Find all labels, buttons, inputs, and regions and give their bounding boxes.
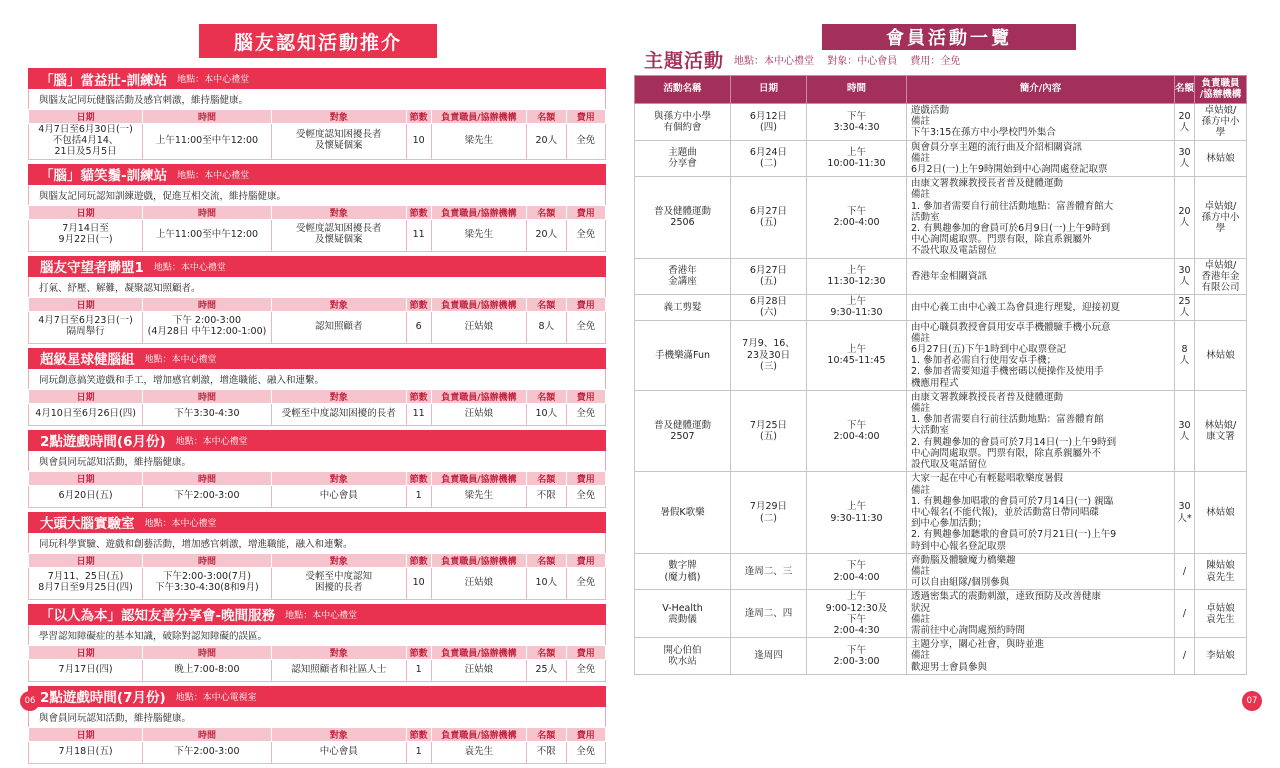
activity-location: 地點：本中心禮堂 bbox=[177, 75, 250, 85]
theme-table-wrap bbox=[634, 75, 1242, 675]
cell-name: 義工剪髮 bbox=[635, 295, 731, 320]
cell-time: 上午 9:00-12:30及 下午 2:00-4:30 bbox=[807, 590, 907, 638]
cell-date: 7月25日 (五) bbox=[731, 390, 807, 471]
cell-date: 6月27日 (五) bbox=[731, 258, 807, 295]
section-title: 主題活動 bbox=[644, 49, 725, 72]
activity-header bbox=[28, 164, 606, 185]
cell-name: 普及健體運動 2507 bbox=[635, 390, 731, 471]
table-row bbox=[635, 140, 1247, 177]
cell-staff: 汪姑娘 bbox=[431, 311, 526, 343]
cell-staff: 梁先生 bbox=[431, 485, 526, 507]
column-header: 節數 bbox=[406, 205, 431, 219]
activity-block bbox=[28, 68, 606, 160]
activity-table bbox=[28, 727, 606, 764]
cell-staff: 李姑娘 bbox=[1195, 638, 1247, 675]
cell-date: 逢周四 bbox=[731, 638, 807, 675]
activity-name: 超級星球健腦組 bbox=[40, 352, 135, 369]
cell-staff: 袁先生 bbox=[431, 741, 526, 763]
column-header: 負責職員/協辦機構 bbox=[431, 297, 526, 311]
column-header: 費用 bbox=[566, 205, 605, 219]
cell-date: 6月27日 (五) bbox=[731, 177, 807, 258]
table-row bbox=[635, 390, 1247, 471]
table-row bbox=[635, 104, 1247, 141]
cell-staff: 陳姑娘 袁先生 bbox=[1195, 553, 1247, 590]
section-info bbox=[734, 52, 970, 67]
activity-header bbox=[28, 68, 606, 89]
cell-time: 晚上7:00-8:00 bbox=[143, 659, 272, 681]
cell-staff: 卓姑娘 袁先生 bbox=[1195, 590, 1247, 638]
left-page-title: 腦友認知活動推介 bbox=[199, 24, 437, 58]
table-row bbox=[635, 590, 1247, 638]
column-header: 對象 bbox=[271, 297, 406, 311]
activity-header bbox=[28, 512, 606, 533]
cell-quota: 10人 bbox=[527, 403, 566, 425]
cell-quota: 30 人 bbox=[1175, 258, 1195, 295]
cell-date: 4月7日至6月23日(一) 隔周舉行 bbox=[29, 311, 143, 343]
activity-header bbox=[28, 430, 606, 451]
activity-header bbox=[28, 686, 606, 707]
cell-quota: 25 人 bbox=[1175, 295, 1195, 320]
cell-target: 受輕至中度認知困擾的長者 bbox=[271, 403, 406, 425]
cell-name: V-Health 震動儀 bbox=[635, 590, 731, 638]
cell-time: 下午 2:00-3:00 bbox=[807, 638, 907, 675]
column-header: 節數 bbox=[406, 471, 431, 485]
column-header: 時間 bbox=[143, 471, 272, 485]
activity-description: 同玩科學實驗、遊戲和創藝活動，增加感官刺激，增進職能，融入和連繫。 bbox=[28, 533, 606, 553]
cell-detail: 與會員分享主題的流行曲及介紹相關資訊 備註 6月2日(一)上午9時開始到中心詢問處登記取票 bbox=[907, 140, 1175, 177]
activity-description: 學習認知障礙症的基本知識，破除對認知障礙的誤區。 bbox=[28, 625, 606, 645]
table-row bbox=[29, 659, 606, 681]
cell-date: 4月10日至6月26日(四) bbox=[29, 403, 143, 425]
page-number-right: 07 bbox=[1242, 691, 1262, 711]
column-header: 節數 bbox=[406, 110, 431, 124]
activity-table bbox=[28, 109, 606, 160]
column-header: 負責職員/協辦機構 bbox=[431, 110, 526, 124]
column-header: 日期 bbox=[29, 110, 143, 124]
activity-location: 地點：本中心禮堂 bbox=[144, 354, 217, 365]
activity-name: 「腦」貓笑鬚-訓練站 bbox=[40, 168, 168, 185]
cell-name: 開心伯伯 吹水站 bbox=[635, 638, 731, 675]
cell-staff: 林姑娘 bbox=[1195, 472, 1247, 553]
table-row bbox=[29, 219, 606, 251]
column-header: 日期 bbox=[29, 727, 143, 741]
table-row bbox=[29, 311, 606, 343]
cell-time: 下午 2:00-4:00 bbox=[807, 177, 907, 258]
cell-detail: 透過密集式的震動刺激，達致預防及改善健康 狀況 備註 需前往中心詢問處預約時間 bbox=[907, 590, 1175, 638]
cell-name: 與孫方中小學 有個約會 bbox=[635, 104, 731, 141]
activity-header bbox=[28, 256, 606, 277]
column-header: 名額 bbox=[527, 205, 566, 219]
cell-staff bbox=[1195, 295, 1247, 320]
activity-table bbox=[28, 645, 606, 682]
cell-date: 6月28日 (六) bbox=[731, 295, 807, 320]
page-number-left: 06 bbox=[20, 691, 40, 711]
cell-name: 香港年 金講座 bbox=[635, 258, 731, 295]
column-header: 時間 bbox=[143, 727, 272, 741]
column-header: 時間 bbox=[143, 205, 272, 219]
left-page bbox=[0, 0, 640, 757]
cell-quota: 20 人 bbox=[1175, 104, 1195, 141]
cell-quota: 10人 bbox=[527, 567, 566, 599]
activity-description: 與會員同玩認知活動，維持腦健康。 bbox=[28, 451, 606, 471]
cell-date: 7月14日至 9月22日(一) bbox=[29, 219, 143, 251]
column-header: 節數 bbox=[406, 389, 431, 403]
table-row bbox=[635, 638, 1247, 675]
cell-name: 主題曲 分享會 bbox=[635, 140, 731, 177]
cell-staff: 汪姑娘 bbox=[431, 659, 526, 681]
column-header: 時間 bbox=[143, 553, 272, 567]
table-header-row bbox=[635, 76, 1247, 104]
column-header: 日期 bbox=[29, 645, 143, 659]
cell-fee: 全免 bbox=[566, 659, 605, 681]
column-header: 日期 bbox=[29, 297, 143, 311]
activity-block bbox=[28, 430, 606, 508]
column-header: 時間 bbox=[143, 110, 272, 124]
cell-time: 下午2:00-3:00 bbox=[143, 485, 272, 507]
cell-date: 7月9、16、 23及30日 (三) bbox=[731, 320, 807, 390]
right-page bbox=[640, 0, 1280, 720]
column-header: 對象 bbox=[271, 205, 406, 219]
column-header: 日期 bbox=[29, 471, 143, 485]
info-target: 對象：中心會員 bbox=[827, 55, 898, 67]
cell-name: 手機樂滿Fun bbox=[635, 320, 731, 390]
cell-time: 下午2:00-3:00(7月) 下午3:30-4:30(8和9月) bbox=[143, 567, 272, 599]
table-row bbox=[635, 472, 1247, 553]
cell-sessions: 10 bbox=[406, 124, 431, 160]
activity-block bbox=[28, 686, 606, 764]
activity-location: 地點：本中心禮堂 bbox=[153, 262, 226, 273]
activity-list bbox=[28, 68, 606, 768]
table-row bbox=[29, 485, 606, 507]
activity-block bbox=[28, 348, 606, 426]
cell-quota: / bbox=[1175, 590, 1195, 638]
table-header-row bbox=[29, 110, 606, 124]
table-row bbox=[29, 741, 606, 763]
activity-table bbox=[28, 205, 606, 252]
column-header: 名額 bbox=[527, 389, 566, 403]
cell-name: 暑假K歌樂 bbox=[635, 472, 731, 553]
cell-staff: 汪姑娘 bbox=[431, 403, 526, 425]
activity-header bbox=[28, 348, 606, 369]
column-header: 名額 bbox=[1175, 76, 1195, 104]
cell-detail: 齊動腦及體驗魔力橋樂趣 備註 可以自由組隊/個別參與 bbox=[907, 553, 1175, 590]
cell-staff: 卓姑娘/ 香港年金 有限公司 bbox=[1195, 258, 1247, 295]
cell-time: 上午 10:00-11:30 bbox=[807, 140, 907, 177]
column-header: 日期 bbox=[29, 389, 143, 403]
cell-sessions: 1 bbox=[406, 659, 431, 681]
activity-description: 同玩創意搞笑遊戲和手工，增加感官刺激，增進職能、融入和連繫。 bbox=[28, 369, 606, 389]
cell-quota: 20人 bbox=[527, 124, 566, 160]
activity-location: 地點：本中心電視室 bbox=[175, 692, 257, 703]
column-header: 名額 bbox=[527, 645, 566, 659]
column-header: 負責職員/協辦機構 bbox=[431, 389, 526, 403]
cell-quota: 25人 bbox=[527, 659, 566, 681]
theme-header bbox=[644, 48, 970, 70]
column-header: 費用 bbox=[566, 645, 605, 659]
activity-name: 2點遊戲時間(6月份) bbox=[40, 434, 166, 451]
cell-date: 7月29日 (二) bbox=[731, 472, 807, 553]
column-header: 負責職員/協辦機構 bbox=[431, 727, 526, 741]
cell-target: 中心會員 bbox=[271, 741, 406, 763]
column-header: 時間 bbox=[807, 76, 907, 104]
cell-date: 7月17日(四) bbox=[29, 659, 143, 681]
cell-time: 上午 9:30-11:30 bbox=[807, 295, 907, 320]
cell-date: 6月12日 (四) bbox=[731, 104, 807, 141]
activity-name: 「以人為本」認知友善分享會-晚間服務 bbox=[40, 608, 276, 625]
column-header: 費用 bbox=[566, 297, 605, 311]
cell-quota: 30 人 bbox=[1175, 140, 1195, 177]
cell-fee: 全免 bbox=[566, 124, 605, 160]
cell-staff: 卓姑娘/ 孫方中小學 bbox=[1195, 104, 1247, 141]
cell-date: 逢周二、三 bbox=[731, 553, 807, 590]
cell-date: 6月24日 (二) bbox=[731, 140, 807, 177]
column-header: 時間 bbox=[143, 645, 272, 659]
info-location: 地點：本中心禮堂 bbox=[734, 55, 815, 67]
column-header: 負責職員 /協辦機構 bbox=[1195, 76, 1247, 104]
cell-target: 受輕度認知困擾長者 及懷疑個案 bbox=[271, 219, 406, 251]
column-header: 名額 bbox=[527, 297, 566, 311]
cell-detail: 遊戲活動 備註 下午3:15在孫方中小學校門外集合 bbox=[907, 104, 1175, 141]
table-row bbox=[635, 295, 1247, 320]
cell-time: 上午 9:30-11:30 bbox=[807, 472, 907, 553]
column-header: 節數 bbox=[406, 645, 431, 659]
cell-quota: 不限 bbox=[527, 741, 566, 763]
column-header: 費用 bbox=[566, 110, 605, 124]
cell-target: 認知照顧者 bbox=[271, 311, 406, 343]
column-header: 對象 bbox=[271, 645, 406, 659]
cell-quota: 30 人 bbox=[1175, 390, 1195, 471]
cell-sessions: 10 bbox=[406, 567, 431, 599]
cell-fee: 全免 bbox=[566, 485, 605, 507]
table-row bbox=[29, 124, 606, 160]
cell-detail: 主題分享，關心社會，與時並進 備註 歡迎男士會員參與 bbox=[907, 638, 1175, 675]
cell-sessions: 11 bbox=[406, 403, 431, 425]
column-header: 日期 bbox=[29, 205, 143, 219]
table-row bbox=[635, 258, 1247, 295]
cell-time: 下午 3:30-4:30 bbox=[807, 104, 907, 141]
column-header: 節數 bbox=[406, 297, 431, 311]
cell-staff: 梁先生 bbox=[431, 124, 526, 160]
cell-quota: / bbox=[1175, 553, 1195, 590]
column-header: 負責職員/協辦機構 bbox=[431, 553, 526, 567]
column-header: 時間 bbox=[143, 389, 272, 403]
column-header: 日期 bbox=[731, 76, 807, 104]
cell-detail: 大家一起在中心有輕鬆唱歌樂度暑假 備註 1. 有興趣參加唱歌的會員可於7月14日(一) 親臨 中心報名(不能代報)，並於活動當日帶同唱碟 到中心參加活動； 2. 有興趣參加聽歌的會員可於7月21日(一)上午9 時到中心報名登記取票 bbox=[907, 472, 1175, 553]
cell-name: 數字牌 (魔力橋) bbox=[635, 553, 731, 590]
cell-time: 上午11:00至中午12:00 bbox=[143, 219, 272, 251]
activity-description: 打氣、紓壓、解難，凝聚認知照顧者。 bbox=[28, 277, 606, 297]
cell-time: 下午 2:00-4:00 bbox=[807, 553, 907, 590]
table-header-row bbox=[29, 553, 606, 567]
cell-time: 上午11:00至中午12:00 bbox=[143, 124, 272, 160]
cell-quota: 8 人 bbox=[1175, 320, 1195, 390]
activity-block bbox=[28, 256, 606, 344]
column-header: 節數 bbox=[406, 553, 431, 567]
right-page-title: 會員活動一覽 bbox=[822, 24, 1076, 50]
cell-quota: 20 人 bbox=[1175, 177, 1195, 258]
cell-quota: / bbox=[1175, 638, 1195, 675]
cell-time: 下午 2:00-4:00 bbox=[807, 390, 907, 471]
cell-staff: 卓姑娘/ 孫方中小學 bbox=[1195, 177, 1247, 258]
table-header-row bbox=[29, 297, 606, 311]
cell-name: 普及健體運動 2506 bbox=[635, 177, 731, 258]
theme-activity-table bbox=[634, 75, 1247, 675]
activity-name: 腦友守望者聯盟1 bbox=[40, 260, 144, 277]
column-header: 負責職員/協辦機構 bbox=[431, 471, 526, 485]
column-header: 對象 bbox=[271, 471, 406, 485]
activity-description: 與腦友記同玩健腦活動及感官刺激，維持腦健康。 bbox=[28, 89, 606, 109]
activity-location: 地點：本中心禮堂 bbox=[177, 170, 250, 181]
activity-location: 地點：本中心禮堂 bbox=[175, 436, 248, 447]
cell-sessions: 6 bbox=[406, 311, 431, 343]
column-header: 時間 bbox=[143, 297, 272, 311]
activity-name: 2點遊戲時間(7月份) bbox=[40, 690, 166, 707]
activity-name: 大頭大腦實驗室 bbox=[40, 516, 135, 533]
column-header: 費用 bbox=[566, 389, 605, 403]
cell-target: 受輕至中度認知 困擾的長者 bbox=[271, 567, 406, 599]
cell-detail: 由康文署教練教授長者普及健體運動 備註 1. 參加者需要自行前往活動地點：富善體育館 大活動室 2. 有興趣參加的會員可於7月14日(一)上午9時到 中心詢問處取票。門票有限，除直系親屬外不 設代取及電話留位 bbox=[907, 390, 1175, 471]
column-header: 名額 bbox=[527, 110, 566, 124]
table-row bbox=[635, 320, 1247, 390]
column-header: 對象 bbox=[271, 389, 406, 403]
column-header: 對象 bbox=[271, 553, 406, 567]
cell-sessions: 1 bbox=[406, 485, 431, 507]
cell-detail: 由康文署教練教授長者普及健體運動 備註 1. 參加者需要自行前往活動地點：富善體育館大 活動室 2. 有興趣參加的會員可於6月9日(一)上午9時到 中心詢問處取票。門票有限，除直系親屬外 不設代取及電話留位 bbox=[907, 177, 1175, 258]
cell-sessions: 1 bbox=[406, 741, 431, 763]
cell-target: 受輕度認知困擾長者 及懷疑個案 bbox=[271, 124, 406, 160]
column-header: 節數 bbox=[406, 727, 431, 741]
table-header-row bbox=[29, 645, 606, 659]
cell-target: 認知照顧者和社區人士 bbox=[271, 659, 406, 681]
table-row bbox=[29, 567, 606, 599]
cell-staff: 林姑娘/ 康文署 bbox=[1195, 390, 1247, 471]
cell-quota: 20人 bbox=[527, 219, 566, 251]
activity-name: 「腦」當益壯-訓練站 bbox=[40, 72, 168, 89]
cell-detail: 由中心義工由中心義工為會員進行理髮，迎接初夏 bbox=[907, 295, 1175, 320]
column-header: 負責職員/協辦機構 bbox=[431, 645, 526, 659]
table-row bbox=[635, 553, 1247, 590]
cell-fee: 全免 bbox=[566, 403, 605, 425]
table-header-row bbox=[29, 205, 606, 219]
cell-time: 下午3:30-4:30 bbox=[143, 403, 272, 425]
cell-quota: 30 人* bbox=[1175, 472, 1195, 553]
column-header: 對象 bbox=[271, 110, 406, 124]
cell-staff: 林姑娘 bbox=[1195, 140, 1247, 177]
cell-time: 上午 11:30-12:30 bbox=[807, 258, 907, 295]
cell-fee: 全免 bbox=[566, 567, 605, 599]
activity-table bbox=[28, 297, 606, 344]
table-header-row bbox=[29, 389, 606, 403]
column-header: 費用 bbox=[566, 471, 605, 485]
cell-time: 上午 10:45-11:45 bbox=[807, 320, 907, 390]
cell-date: 逢周二、四 bbox=[731, 590, 807, 638]
column-header: 簡介/內容 bbox=[907, 76, 1175, 104]
cell-date: 4月7日至6月30日(一) 不包括4月14、 21日及5月5日 bbox=[29, 124, 143, 160]
cell-staff: 梁先生 bbox=[431, 219, 526, 251]
activity-table bbox=[28, 389, 606, 426]
cell-date: 7月11、25日(五) 8月7日至9月25日(四) bbox=[29, 567, 143, 599]
cell-date: 6月20日(五) bbox=[29, 485, 143, 507]
cell-detail: 由中心職員教授會員用安卓手機體驗手機小玩意 備註 6月27日(五)下午1時到中心取票登記 1. 參加者必需自行使用安卓手機； 2. 參加者需要知道手機密碼以便操作及使用手 機應用程式 bbox=[907, 320, 1175, 390]
column-header: 負責職員/協辦機構 bbox=[431, 205, 526, 219]
cell-sessions: 11 bbox=[406, 219, 431, 251]
table-header-row bbox=[29, 471, 606, 485]
activity-block bbox=[28, 164, 606, 252]
cell-quota: 不限 bbox=[527, 485, 566, 507]
activity-location: 地點：本中心禮堂 bbox=[285, 610, 358, 621]
column-header: 活動名稱 bbox=[635, 76, 731, 104]
column-header: 名額 bbox=[527, 471, 566, 485]
cell-staff: 林姑娘 bbox=[1195, 320, 1247, 390]
cell-time: 下午2:00-3:00 bbox=[143, 741, 272, 763]
cell-fee: 全免 bbox=[566, 219, 605, 251]
cell-detail: 香港年金相關資訊 bbox=[907, 258, 1175, 295]
info-fee: 費用：全免 bbox=[910, 55, 961, 67]
activity-block bbox=[28, 604, 606, 682]
table-header-row bbox=[29, 727, 606, 741]
activity-table bbox=[28, 553, 606, 600]
table-row bbox=[29, 403, 606, 425]
column-header: 費用 bbox=[566, 553, 605, 567]
cell-date: 7月18日(五) bbox=[29, 741, 143, 763]
table-row bbox=[635, 177, 1247, 258]
cell-time: 下午 2:00-3:00 (4月28日 中午12:00-1:00) bbox=[143, 311, 272, 343]
activity-description: 與會員同玩認知活動，維持腦健康。 bbox=[28, 707, 606, 727]
cell-quota: 8人 bbox=[527, 311, 566, 343]
activity-description: 與腦友記同玩認知訓練遊戲，促進互相交流，維持腦健康。 bbox=[28, 185, 606, 205]
cell-fee: 全免 bbox=[566, 741, 605, 763]
cell-fee: 全免 bbox=[566, 311, 605, 343]
cell-target: 中心會員 bbox=[271, 485, 406, 507]
column-header: 對象 bbox=[271, 727, 406, 741]
activity-header bbox=[28, 604, 606, 625]
column-header: 日期 bbox=[29, 553, 143, 567]
activity-table bbox=[28, 471, 606, 508]
column-header: 費用 bbox=[566, 727, 605, 741]
activity-block bbox=[28, 512, 606, 600]
column-header: 名額 bbox=[527, 727, 566, 741]
cell-staff: 汪姑娘 bbox=[431, 567, 526, 599]
activity-location: 地點：本中心禮堂 bbox=[144, 518, 217, 529]
column-header: 名額 bbox=[527, 553, 566, 567]
